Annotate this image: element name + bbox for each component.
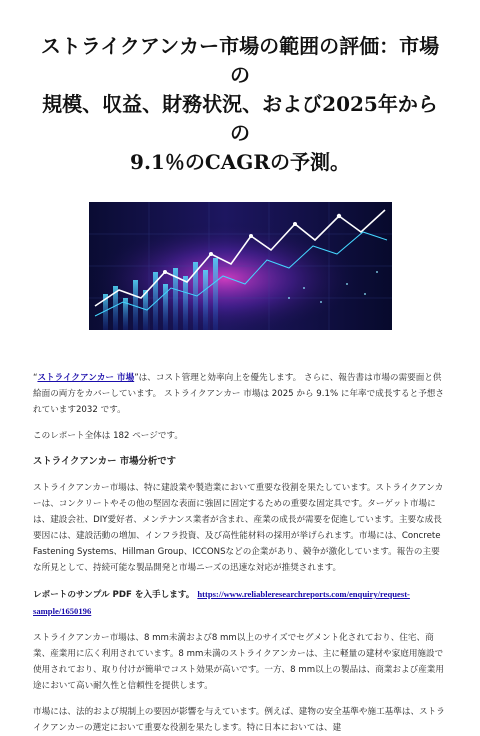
analysis-heading: ストライクアンカー 市場分析です [33, 456, 177, 467]
hero-image-container [33, 202, 447, 330]
sample-link[interactable]: https://www.reliableresearchreports.com/enquiry/request-sample/1650196 [33, 589, 410, 616]
title-line-2: 規模、収益、財務状況、および2025年からの [42, 92, 438, 145]
sample-request [33, 586, 447, 620]
page-title [33, 0, 447, 177]
financial-chart-image [89, 202, 392, 330]
title-line-1: ストライクアンカー市場の範囲の評価：市場の [40, 34, 440, 87]
segment-paragraph: ストライクアンカー市場は、8 mm未満および8 mm以上のサイズでセグメント化されており、住宅、商業、産業用に広く利用されています。8 mm未満のストライクアンカーは、主に軽量の建材や家庭用施設で使用されており、取り付けが簡単でコスト効果が高いです。一方、8 mm以上の製品は、商業および産業用途において高い耐久性と信頼性を提供します。 [33, 633, 444, 691]
sample-label: レポートのサンプル PDF を入手します。 [33, 590, 195, 600]
analysis-paragraph: ストライクアンカー市場は、特に建設業や製造業において重要な役割を果たしています。ストライクアンカーは、コンクリートやその他の堅固な表面に強固に固定するための重要な固定具です。ターゲット市場には、建設会社、DIY愛好者、メンテナンス業者が含まれ、産業の成長が需要を促進しています。主要な成長要因には、建設活動の増加、インフラ投資、及び高性能材料の採用が挙げられます。市場には、Concrete Fastening Systems、Hillman Group、ICCONSなどの企業があり、競争が激化しています。報告の主要な所見として、持続可能な製品開発と市場ニーズの迅速な対応が推奨されます。 [33, 483, 444, 573]
quote-close: ” [134, 373, 139, 383]
intro-paragraph [33, 370, 447, 418]
regulation-paragraph: 市場には、法的および規制上の要因が影響を与えています。例えば、建物の安全基準や施工基準は、ストライクアンカーの選定において重要な役割を果たします。特に日本においては、建 [33, 707, 445, 733]
intro-text: は、コスト管理と効率向上を優先します。 さらに、報告書は市場の需要面と供給面の両方をカバーしています。 ストライクアンカー 市場は 2025 から 9.1% に年率で成長すると予想されています2032 です。 [33, 373, 444, 415]
pages-note: このレポート全体は 182 ページです。 [33, 431, 183, 441]
title-line-3: 9.1％のCAGRの予測。 [130, 150, 350, 174]
market-link[interactable]: ストライクアンカー 市場 [37, 373, 135, 383]
quote-open: “ [33, 373, 38, 383]
